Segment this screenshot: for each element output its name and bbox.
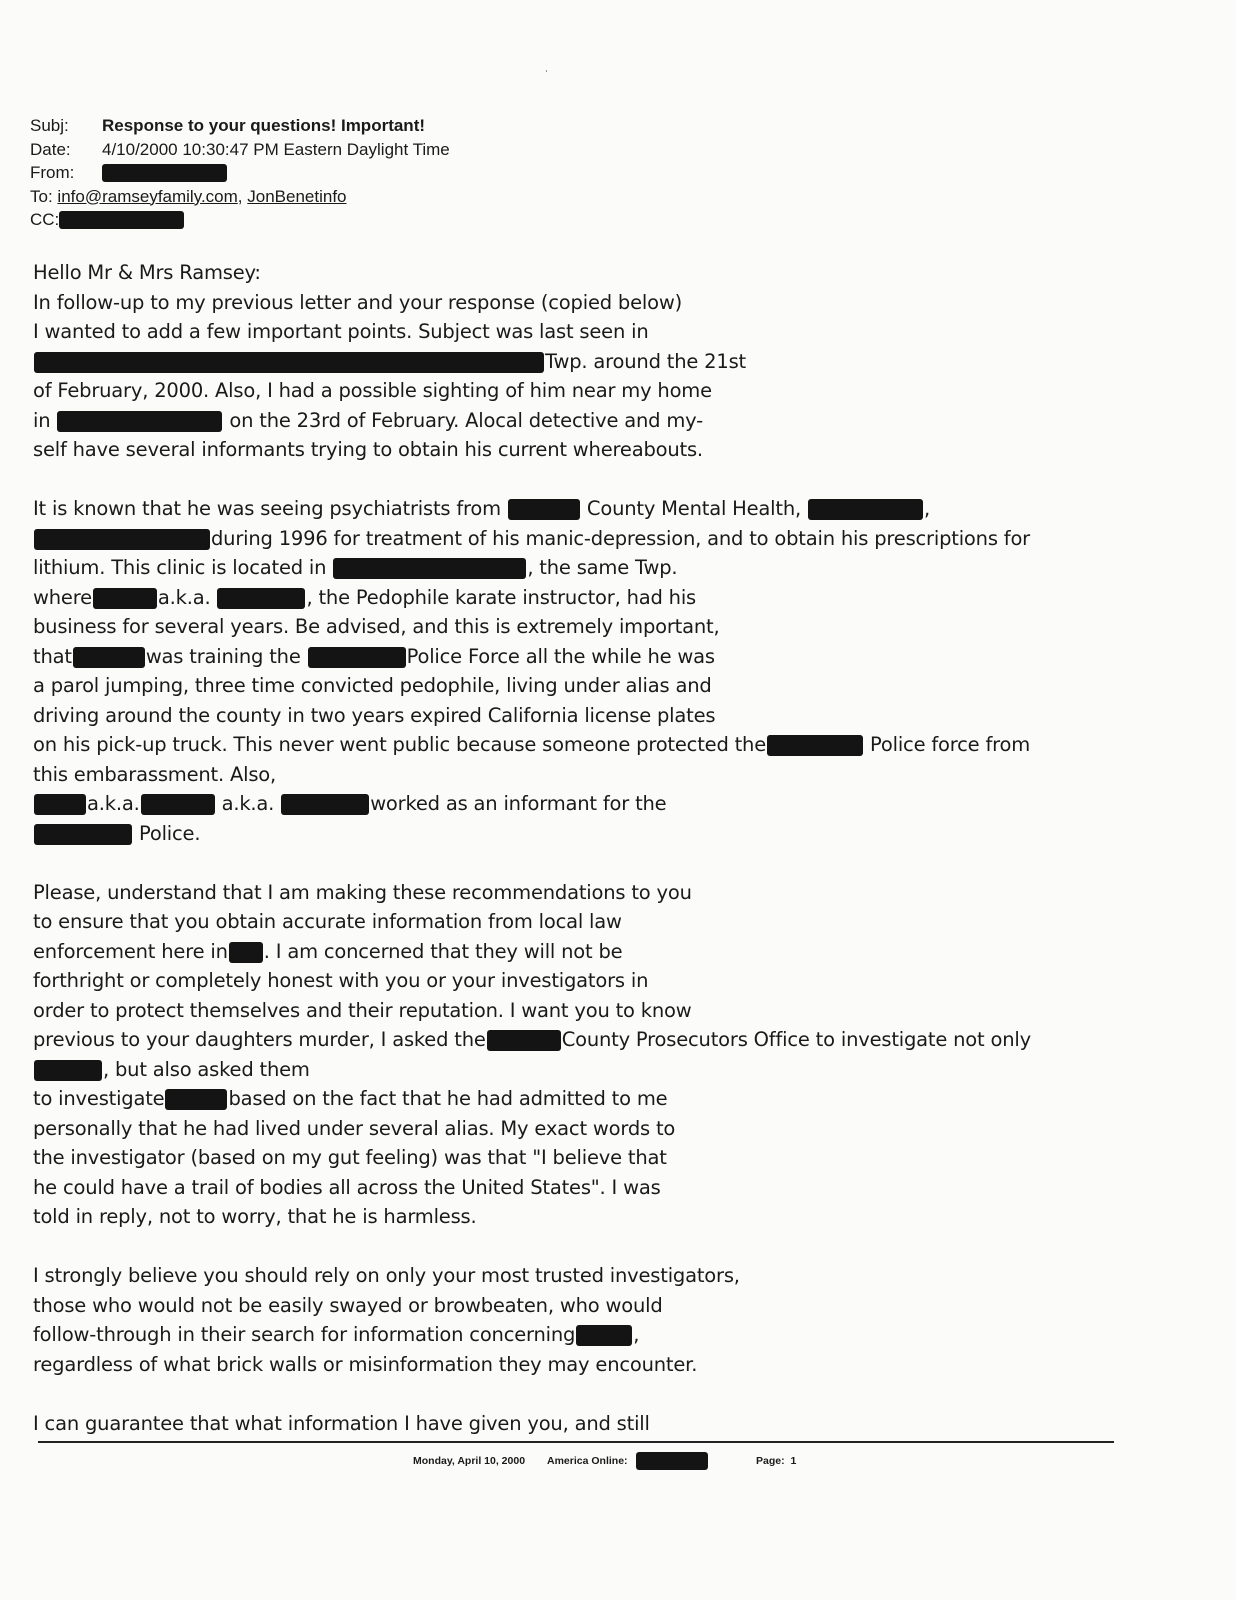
body-fragment: It is known that he was seeing psychiatrists from — [33, 497, 501, 520]
body-line: told in reply, not to worry, that he is harmless. — [33, 1205, 477, 1228]
redaction-town — [57, 411, 222, 432]
redaction-clinic-location — [333, 558, 526, 579]
body-line: self have several informants trying to obtain his current whereabouts. — [33, 438, 703, 461]
redaction-clinic — [808, 499, 923, 520]
body-line: I can guarantee that what information I have given you, and still — [33, 1411, 650, 1435]
page-number: 1 — [790, 1455, 797, 1467]
body-line — [33, 524, 1143, 554]
redaction-screen-name — [636, 1452, 708, 1470]
body-line — [33, 937, 1143, 967]
redaction-name — [165, 1089, 227, 1110]
redaction-county — [487, 1030, 561, 1051]
body-line: personally that he had lived under several alias. My exact words to — [33, 1116, 676, 1140]
body-fragment: where — [33, 585, 92, 609]
redaction-name — [576, 1325, 632, 1346]
footer-divider — [38, 1441, 1114, 1443]
body-line — [33, 1320, 1143, 1350]
body-line — [33, 789, 1143, 819]
body-line — [33, 583, 1143, 613]
date-value: 4/10/2000 10:30:47 PM Eastern Daylight Time — [102, 139, 450, 159]
body-line: I strongly believe you should rely on only your most trusted investigators, — [33, 1264, 740, 1287]
redaction-from — [102, 164, 227, 182]
body-fragment: , — [633, 1323, 640, 1346]
body-line: business for several years. Be advised, and this is extremely important, — [33, 615, 720, 638]
subject-value: Response to your questions! Important! — [102, 116, 426, 135]
footer-date: Monday, April 10, 2000 — [413, 1455, 526, 1467]
body-fragment: , the same Twp. — [527, 556, 678, 579]
redaction-name — [73, 647, 145, 668]
subject-label: Subj: — [30, 116, 69, 135]
body-line: I wanted to add a few important points. Subject was last seen in — [33, 320, 649, 343]
redaction-name — [34, 1060, 102, 1081]
body-fragment: a.k.a. — [221, 792, 275, 815]
body-line — [33, 1025, 1143, 1055]
footer-service-label: America Online: — [547, 1455, 628, 1467]
body-line: In follow-up to my previous letter and your response (copied below) — [33, 290, 682, 314]
subject-row — [30, 114, 450, 138]
body-fragment: on his pick-up truck. This never went public because someone protected the — [33, 733, 767, 756]
body-fragment: follow-through in their search for information concerning — [33, 1323, 576, 1346]
body-line: a parol jumping, three time convicted pedophile, living under alias and — [33, 674, 712, 697]
body-line: he could have a trail of bodies all across the United States". I was — [33, 1175, 661, 1199]
to-label: To: — [30, 186, 53, 206]
body-line — [33, 406, 1143, 436]
redaction-name — [93, 588, 157, 609]
body-fragment: Police. — [139, 821, 201, 845]
body-fragment: , the Pedophile karate instructor, had his — [306, 585, 697, 609]
redaction-alias — [281, 794, 369, 815]
redaction-police-dept — [767, 735, 863, 756]
body-fragment: , — [924, 497, 930, 520]
body-line — [33, 819, 1143, 849]
body-fragment: a.k.a. — [87, 792, 140, 815]
from-row — [30, 161, 450, 185]
body-line: order to protect themselves and their reputation. I want you to know — [33, 998, 692, 1022]
body-line — [33, 494, 1143, 524]
body-fragment: during 1996 for treatment of his manic-depression, and to obtain his prescriptions for — [211, 526, 1030, 550]
redaction-alias — [141, 794, 215, 815]
body-fragment: in — [33, 408, 51, 432]
redaction-police-dept — [34, 824, 132, 845]
date-row — [30, 138, 450, 162]
redaction-state — [229, 942, 263, 963]
email-header — [30, 114, 450, 232]
body-line: of February, 2000. Also, I had a possible sighting of him near my home — [33, 379, 712, 402]
body-fragment: Twp. around the 21st — [545, 349, 746, 373]
body-fragment: previous to your daughters murder, I asked the — [33, 1028, 486, 1051]
footer-page — [756, 1455, 796, 1467]
to-row — [30, 185, 450, 209]
body-line: Please, understand that I am making these recommendations to you — [33, 880, 692, 904]
redaction-police-dept — [308, 647, 406, 668]
body-line — [33, 730, 1143, 760]
body-fragment: a.k.a. — [157, 585, 211, 609]
redaction-cc — [59, 211, 184, 229]
body-fragment: on the 23rd of February. Alocal detective and my- — [229, 408, 703, 432]
body-fragment: to investigate — [33, 1087, 165, 1110]
redaction-county — [508, 499, 580, 520]
redaction-alias — [217, 588, 305, 609]
body-line — [33, 553, 1143, 583]
redaction-location — [34, 352, 544, 373]
body-line: to ensure that you obtain accurate information from local law — [33, 910, 622, 933]
body-fragment: was training the — [145, 644, 301, 668]
redaction-name — [34, 794, 86, 815]
to-separator: , — [237, 186, 243, 206]
body-fragment: lithium. This clinic is located in — [33, 556, 327, 579]
body-line — [33, 347, 1143, 377]
cc-label: CC: — [30, 210, 60, 229]
body-fragment: worked as an informant for the — [370, 792, 667, 815]
body-line — [33, 1084, 1143, 1114]
body-line: regardless of what brick walls or misinformation they may encounter. — [33, 1352, 698, 1376]
cc-row — [30, 208, 450, 232]
body-line: the investigator (based on my gut feeling) was that "I believe that — [33, 1146, 667, 1169]
letter-body — [33, 258, 1143, 1438]
redaction-clinic-name — [34, 529, 210, 550]
body-fragment: . I am concerned that they will not be — [263, 939, 623, 963]
from-label: From: — [30, 163, 75, 182]
body-line — [33, 1055, 1143, 1085]
body-fragment: Police Force all the while he was — [406, 644, 715, 668]
body-fragment: , but also asked them — [103, 1057, 310, 1081]
body-line: forthright or completely honest with you or your investigators in — [33, 969, 649, 992]
scan-speck: ˙ — [544, 70, 549, 81]
body-line: driving around the county in two years expired California license plates — [33, 703, 716, 727]
body-fragment: County Mental Health, — [586, 497, 801, 520]
body-line: those who would not be easily swayed or browbeaten, who would — [33, 1293, 663, 1317]
to-email-link[interactable]: info@ramseyfamily.com — [57, 186, 238, 206]
body-fragment: based on the fact that he had admitted to me — [228, 1087, 668, 1110]
greeting: Hello Mr & Mrs Ramsey: — [33, 261, 261, 284]
body-fragment: enforcement here in — [33, 939, 228, 963]
body-line: this embarassment. Also, — [33, 762, 277, 786]
body-fragment: County Prosecutors Office to investigate not only — [561, 1028, 1031, 1051]
body-fragment: that — [33, 644, 72, 668]
page-label: Page: — [756, 1455, 785, 1467]
to-jonbenetinfo-link[interactable]: JonBenetinfo — [247, 186, 347, 206]
body-line — [33, 642, 1143, 672]
body-fragment: Police force from — [870, 733, 1031, 756]
date-label: Date: — [30, 139, 71, 159]
